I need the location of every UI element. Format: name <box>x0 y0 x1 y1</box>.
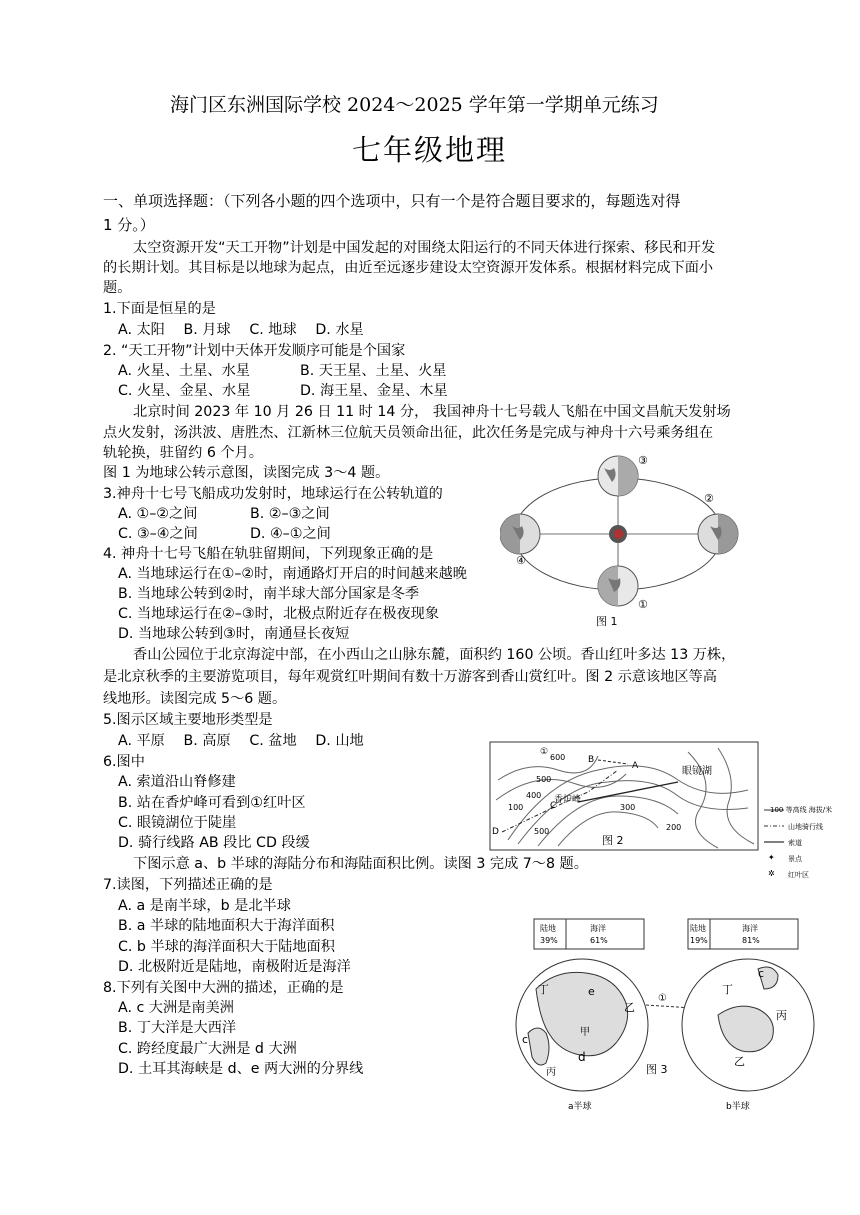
b-hemisphere-name: b半球 <box>726 1102 750 1112</box>
q3-option-b: B. ②–③之间 <box>250 506 330 522</box>
b-label-yi: 乙 <box>734 1055 745 1068</box>
q7-option-b: B. a 半球的陆地面积大于海洋面积 <box>118 918 335 934</box>
point-b: B <box>588 755 595 765</box>
school-title: 海门区东洲国际学校 2024～2025 学年第一学期单元练习 <box>170 94 659 116</box>
contour-100: 100 <box>508 803 524 812</box>
q1-stem: 1.下面是恒星的是 <box>103 301 216 317</box>
material1-line1: 太空资源开发“天工开物”计划是中国发起的对围绕太阳运行的不同天体进行探索、移民和开发 <box>133 240 716 256</box>
a-hemisphere-name: a半球 <box>568 1102 592 1112</box>
a-label-yi: 乙 <box>624 1001 635 1014</box>
material2-line4: 图 1 为地球公转示意图，读图完成 3～4 题。 <box>103 465 390 481</box>
earth-icon <box>500 514 540 554</box>
figure3-hemispheres <box>508 915 838 1115</box>
a-land-label: 陆地 <box>540 924 556 933</box>
orbit-label-2: ② <box>704 492 714 505</box>
q1-options: A. 太阳 B. 月球 C. 地球 D. 水星 <box>118 322 364 338</box>
lake-label: 眼镜湖 <box>682 766 712 777</box>
material3-line2: 是北京秋季的主要游览项目，每年观赏红叶期间有数十万游客到香山赏红叶。图 2 示意该地区等高 <box>103 669 717 685</box>
a-label-c: c <box>522 1033 529 1046</box>
q7-stem: 7.读图，下列描述正确的是 <box>103 877 273 893</box>
b-land-label: 陆地 <box>690 924 706 933</box>
q4-option-c: C. 当地球运行在②–③时，北极点附近存在极夜现象 <box>118 606 440 622</box>
q2-stem: 2. “天工开物”计划中天体开发顺序可能是个国家 <box>103 343 406 359</box>
point-d: D <box>492 827 499 837</box>
q3-option-a: A. ①–②之间 <box>118 506 198 522</box>
q4-option-a: A. 当地球运行在①–②时，南通路灯开启的时间越来越晚 <box>118 566 467 582</box>
legend-spot: 景点 <box>788 855 802 863</box>
b-land-pct: 19% <box>690 936 708 945</box>
section-heading-line2: 1 分。） <box>103 216 155 234</box>
red-leaf-area-1: ① <box>540 747 549 757</box>
legend-contour: 100 等高线 海拔/米 <box>770 806 833 814</box>
section-heading-line1: 一、单项选择题：（下列各小题的四个选项中，只有一个是符合题目要求的，每题选对得 <box>103 192 681 210</box>
q4-stem: 4. 神舟十七号飞船在轨驻留期间，下列现象正确的是 <box>103 546 434 562</box>
q7-option-a: A. a 是南半球，b 是北半球 <box>118 898 291 914</box>
figure1-caption: 图 1 <box>596 615 618 628</box>
earth-icon <box>598 566 638 606</box>
earth-icon <box>598 456 638 496</box>
contour-500: 500 <box>536 775 552 784</box>
b-ocean-pct: 81% <box>742 936 760 945</box>
material2-line3: 轨轮换，驻留约 6 个月。 <box>103 445 263 461</box>
contour-200: 200 <box>666 823 682 832</box>
a-land-pct: 39% <box>540 936 558 945</box>
q4-option-b: B. 当地球公转到②时，南半球大部分国家是冬季 <box>118 586 420 602</box>
a-label-bing: 丙 <box>546 1067 556 1078</box>
arrow-label: ① <box>658 993 667 1004</box>
figure3-caption: 图 3 <box>646 1063 668 1076</box>
q6-stem: 6.图中 <box>103 754 145 770</box>
orbit-label-1: ① <box>638 598 648 611</box>
a-label-jia: 甲 <box>580 1027 590 1038</box>
figure1-earth-orbit <box>500 450 744 630</box>
orbit-label-3: ③ <box>638 454 648 467</box>
figure2-contour-map <box>488 740 848 890</box>
peak-label: 香炉峰 <box>554 795 582 805</box>
q7-option-c: C. b 半球的海洋面积大于陆地面积 <box>118 939 335 955</box>
contour-400: 400 <box>526 791 542 800</box>
material2-line1: 北京时间 2023 年 10 月 26 日 11 时 14 分， 我国神舟十七号载人飞船在中国文昌航天发射场 <box>133 404 731 420</box>
q3-stem: 3.神舟十七号飞船成功发射时，地球运行在公转轨道的 <box>103 486 443 502</box>
point-a: A <box>632 761 639 771</box>
material1-line3: 题。 <box>103 280 132 296</box>
contour-600: 600 <box>550 753 566 762</box>
a-label-e: e <box>588 985 595 998</box>
b-label-bing: 丙 <box>776 1009 787 1022</box>
legend-cableway: 索道 <box>788 839 802 847</box>
q8-option-a: A. c 大洲是南美洲 <box>118 1000 234 1016</box>
q5-stem: 5.图示区域主要地形类型是 <box>103 712 273 728</box>
a-ocean-pct: 61% <box>590 936 608 945</box>
orbit-label-4: ④ <box>516 554 526 567</box>
q8-option-b: B. 丁大洋是大西洋 <box>118 1020 237 1036</box>
q8-option-d: D. 土耳其海峡是 d、e 两大洲的分界线 <box>118 1061 364 1077</box>
material4: 下图示意 a、b 半球的海陆分布和海陆面积比例。读图 3 完成 7～8 题。 <box>133 856 588 872</box>
contour-300: 300 <box>620 803 636 812</box>
q6-option-d: D. 骑行线路 AB 段比 CD 段缓 <box>118 835 310 851</box>
subject-title: 七年级地理 <box>352 133 508 167</box>
legend-leaf-icon: ✲ <box>768 869 775 878</box>
q2-option-c: C. 火星、金星、水星 <box>118 383 251 399</box>
b-ocean-label: 海洋 <box>742 924 758 933</box>
q2-option-a: A. 火星、土星、水星 <box>118 363 250 379</box>
b-label-c: c <box>758 967 765 980</box>
q5-options: A. 平原 B. 高原 C. 盆地 D. 山地 <box>118 733 364 749</box>
a-label-d: d <box>578 1050 586 1064</box>
q3-option-d: D. ④–①之间 <box>250 526 331 542</box>
a-label-ding: 丁 <box>538 983 549 996</box>
q8-stem: 8.下列有关图中大洲的描述，正确的是 <box>103 980 344 996</box>
material2-line2: 点火发射，汤洪波、唐胜杰、江新林三位航天员领命出征，此次任务是完成与神舟十六号乘务组在 <box>103 425 714 441</box>
material3-line1: 香山公园位于北京海淀中部，在小西山之山脉东麓，面积约 160 公顷。香山红叶多达 13 万株， <box>133 647 736 663</box>
figure2-caption: 图 2 <box>602 834 624 847</box>
q4-option-d: D. 当地球公转到③时，南通昼长夜短 <box>118 626 350 642</box>
q7-option-d: D. 北极附近是陆地，南极附近是海洋 <box>118 959 351 975</box>
b-label-ding: 丁 <box>722 983 733 996</box>
legend-leaf: 红叶区 <box>788 871 809 879</box>
q3-option-c: C. ③–④之间 <box>118 526 198 542</box>
q8-option-c: C. 跨经度最广大洲是 d 大洲 <box>118 1041 297 1057</box>
q6-option-c: C. 眼镜湖位于陡崖 <box>118 815 237 831</box>
material1-line2: 的长期计划。其目标是以地球为起点，由近至远逐步建设太空资源开发体系。根据材料完成下面小 <box>103 260 714 276</box>
q6-option-b: B. 站在香炉峰可看到①红叶区 <box>118 795 306 811</box>
legend-spot-icon: ✦ <box>768 853 775 862</box>
contour-500b: 500 <box>534 827 550 836</box>
a-ocean-label: 海洋 <box>590 924 606 933</box>
earth-icon <box>698 514 738 554</box>
point-c: C <box>550 801 557 811</box>
q6-option-a: A. 索道沿山脊修建 <box>118 774 236 790</box>
q2-option-b: B. 天王星、土星、火星 <box>300 363 447 379</box>
q2-option-d: D. 海王星、金星、木星 <box>300 383 448 399</box>
legend-cycling: 山地骑行线 <box>788 823 823 831</box>
material3-line3: 线地形。读图完成 5～6 题。 <box>103 691 287 707</box>
